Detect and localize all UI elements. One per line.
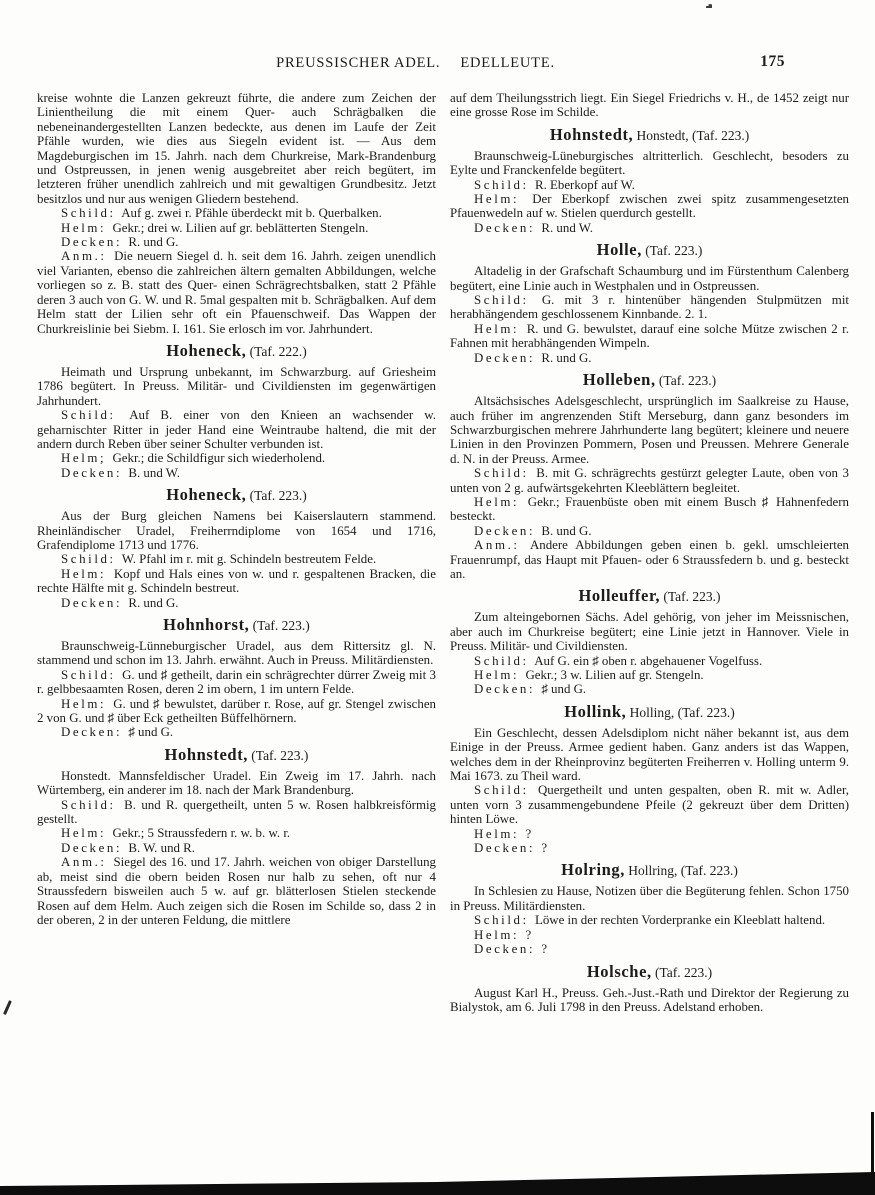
- entry-taf-reference: Hollring, (Taf. 223.): [628, 863, 738, 879]
- paragraph-text: auf dem Theilungsstrich liegt. Ein Siegel Friedrichs v. H., de 1452 zeigt nur eine grosse Rose im Schilde.: [450, 91, 849, 120]
- paragraph-text: ?: [525, 927, 532, 942]
- entry-name: Hohnstedt,: [549, 124, 634, 144]
- paragraph: [450, 913, 849, 927]
- paragraph: [37, 567, 436, 596]
- paragraph: [37, 855, 436, 927]
- heraldic-label: Schild:: [61, 408, 116, 423]
- heraldic-label: Helm:: [61, 826, 107, 841]
- paragraph-text: B. und R. quergetheilt, unten 5 w. Rosen halbkreisförmig gestellt.: [37, 797, 436, 827]
- paragraph-text: B. mit G. schrägrechts gestürzt gelegter Laute, oben von 3 unten von 2 g. aufwärtsgekehrten Kleeblättern begleitet.: [450, 466, 849, 495]
- entry-name: Hoheneck,: [166, 340, 247, 360]
- paragraph: [37, 725, 436, 739]
- margin-ink-mark: [3, 1000, 11, 1015]
- paragraph-text: G. mit 3 r. hintenüber hängenden Stulpmützen mit herabhängendem geschlossenem Kinnbande. 2. 1.: [450, 293, 849, 322]
- paragraph-text: R. und G. bewulstet, darauf eine solche Mütze zwischen 2 r. Fahnen mit herabhängenden Wimpeln.: [450, 321, 849, 351]
- paragraph: [37, 596, 436, 610]
- heraldic-label: Schild:: [474, 783, 529, 798]
- heraldic-label: Helm:: [474, 321, 520, 336]
- page-number: 175: [760, 53, 785, 70]
- paragraph: [450, 610, 849, 653]
- heraldic-label: Schild:: [474, 293, 529, 308]
- left-column: [37, 91, 436, 1014]
- entry-heading: [37, 615, 436, 636]
- heraldic-label: Decken:: [474, 523, 536, 538]
- paragraph-text: Auf B. einer von den Knieen an wachsender w. geharnischter Ritter in jeder Hand eine Weintraube haltend, die mit der andern durch Reben über seiner Schulter verbunden ist.: [37, 408, 436, 451]
- heraldic-label: Helm:: [474, 192, 520, 207]
- paragraph: [450, 293, 849, 322]
- heraldic-label: Helm:: [474, 927, 520, 942]
- entry-taf-reference: (Taf. 223.): [251, 747, 309, 763]
- heraldic-label: Helm;: [61, 451, 107, 466]
- paragraph-text: ?: [541, 942, 548, 957]
- paragraph: [450, 264, 849, 293]
- paragraph: [450, 654, 849, 668]
- paragraph: [37, 668, 436, 697]
- paragraph: [37, 91, 436, 206]
- heraldic-label: Schild:: [61, 667, 116, 682]
- entry-heading: [37, 341, 436, 362]
- paragraph-text: Auf g. zwei r. Pfähle überdeckt mit b. Querbalken.: [121, 206, 382, 221]
- paragraph-text: R. und W.: [541, 220, 593, 235]
- entry-name: Hohnstedt,: [164, 744, 249, 764]
- entry-heading: [450, 240, 849, 261]
- paragraph: [450, 538, 849, 581]
- paragraph-text: August Karl H., Preuss. Geh.-Just.-Rath und Direktor der Regierung zu Bialystok, am 6. Juli 1798 in den Preuss. Adelstand erhoben.: [450, 985, 849, 1014]
- paragraph-text: R. und G.: [128, 595, 179, 610]
- entry-heading: [450, 962, 849, 983]
- paragraph: [37, 509, 436, 552]
- entry-name: Holleuffer,: [578, 586, 661, 606]
- entry-name: Hollink,: [564, 701, 627, 721]
- paragraph-text: G. und ♯ getheilt, darin ein schrägrechter dürrer Zweig mit 3 r. gelbbesaamten Rosen, deren 2 im obern, 1 im untern Felde.: [37, 667, 436, 697]
- paragraph-text: Braunschweig-Lünneburgischer Uradel, aus dem Rittersitz gl. N. stammend und schon im 13. Jahrh. erwähnt. Auch in Preuss. Militärdiensten.: [37, 639, 436, 668]
- paragraph: [37, 841, 436, 855]
- paragraph-text: Altadelig in der Grafschaft Schaumburg und im Fürstenthum Calenberg begütert, eine Linie auch in Westphalen und in Ostpreussen.: [450, 264, 849, 293]
- paragraph-text: ?: [525, 826, 532, 841]
- heraldic-label: Schild:: [474, 466, 529, 481]
- entry-heading: [37, 745, 436, 766]
- entry-taf-reference: Holling, (Taf. 223.): [629, 704, 735, 720]
- text-columns: [37, 91, 849, 1014]
- paragraph: [450, 827, 849, 841]
- heraldic-label: Decken:: [61, 595, 123, 610]
- paragraph-text: In Schlesien zu Hause, Notizen über die Begüterung fehlen. Schon 1750 in Preuss. Militärdiensten.: [450, 884, 849, 913]
- paragraph: [450, 192, 849, 221]
- entry-taf-reference: Honstedt, (Taf. 223.): [636, 127, 750, 143]
- heraldic-label: Anm.:: [474, 538, 520, 553]
- paragraph-text: Kopf und Hals eines von w. und r. gespaltenen Bracken, die rechte Hälfte mit g. Schindeln bestreut.: [37, 566, 436, 596]
- heraldic-label: Schild:: [474, 177, 529, 192]
- paragraph-text: Braunschweig-Lüneburgisches altritterlich. Geschlecht, besoders zu Eylte und Franckenfelde begütert.: [450, 148, 849, 178]
- paragraph: [450, 524, 849, 538]
- paragraph-text: Zum alteingebornen Sächs. Adel gehörig, von jeher im Meissnischen, aber auch im Churkreise begütert; eine Linie jetzt in Hannover. Viele in Preuss. Militär- und Civildiensten.: [450, 610, 849, 654]
- paragraph: [37, 206, 436, 220]
- paragraph: [37, 249, 436, 335]
- heraldic-label: Decken:: [474, 350, 536, 365]
- paragraph-text: B. und W.: [128, 465, 180, 480]
- paragraph: [37, 451, 436, 465]
- paragraph: [450, 928, 849, 942]
- entry-heading: [450, 702, 849, 723]
- paragraph: [450, 149, 849, 178]
- entry-taf-reference: (Taf. 222.): [249, 343, 307, 359]
- paragraph: [37, 408, 436, 451]
- paragraph-text: G. und ♯ bewulstet, darüber r. Rose, auf gr. Stengel zwischen 2 von G. und ♯ über Eck getheilten Büffelhörnern.: [37, 696, 436, 726]
- paragraph: [450, 986, 849, 1015]
- heraldic-label: Helm:: [61, 696, 107, 711]
- paragraph-text: B. W. und R.: [128, 840, 196, 855]
- entry-taf-reference: (Taf. 223.): [645, 243, 703, 259]
- paragraph-text: ♯ und G.: [541, 682, 587, 697]
- entry-taf-reference: (Taf. 223.): [654, 964, 713, 980]
- paragraph-text: W. Pfahl im r. mit g. Schindeln bestreutem Felde.: [121, 552, 377, 567]
- heraldic-label: Decken:: [474, 942, 536, 957]
- heraldic-label: Decken:: [474, 682, 536, 697]
- heraldic-label: Schild:: [61, 206, 116, 221]
- paragraph-text: Heimath und Ursprung unbekannt, im Schwarzburg. auf Griesheim 1786 begütert. In Preuss. Militär- und Civildiensten im gegenwärtigen Jahrhundert.: [37, 364, 436, 408]
- paragraph: [450, 466, 849, 495]
- paragraph-text: ?: [541, 841, 548, 856]
- heraldic-label: Schild:: [474, 653, 529, 668]
- heraldic-label: Decken:: [61, 840, 123, 855]
- heraldic-label: Helm:: [474, 668, 520, 682]
- entry-heading: [450, 860, 849, 881]
- heraldic-label: Anm.:: [61, 249, 107, 264]
- paragraph-text: Der Eberkopf zwischen zwei spitz zusammengesetzten Pfauenwedeln auf w. Stielen querdurch gestellt.: [450, 192, 849, 221]
- running-head-right: EDELLEUTE.: [460, 55, 555, 71]
- paragraph-text: R. Eberkopf auf W.: [534, 177, 635, 192]
- heraldic-label: Helm:: [61, 566, 107, 581]
- paragraph-text: Andere Abbildungen geben einen b. gekl. umschleierten Frauenrumpf, das Haupt mit Pfauen- oder 6 Straussfedern b. und g. besteckt an.: [450, 538, 849, 581]
- paragraph: [450, 841, 849, 855]
- entry-name: Hohnhorst,: [163, 615, 250, 634]
- heraldic-label: Decken:: [61, 235, 123, 250]
- paragraph: [37, 552, 436, 566]
- paragraph: [450, 394, 849, 466]
- entry-name: Holsche,: [586, 961, 652, 981]
- entry-taf-reference: (Taf. 223.): [252, 618, 310, 633]
- entry-heading: [450, 125, 849, 146]
- paragraph: [450, 351, 849, 365]
- entry-heading: [450, 586, 849, 607]
- paragraph: [450, 178, 849, 192]
- paragraph-text: Gekr.; 3 w. Lilien auf gr. Stengeln.: [525, 668, 704, 682]
- paragraph: [37, 221, 436, 235]
- entry-taf-reference: (Taf. 223.): [249, 488, 307, 504]
- paragraph-text: Ein Geschlecht, dessen Adelsdiplom nicht näher bekannt ist, aus dem Einige in der Preuss. Armee gedient haben. Ganz anders ist das Wappen, welches dem in der Rheinprovinz begüterten Freiherren v. Holling unterm 9. Mai 1673. zu Theil ward.: [450, 725, 849, 784]
- paragraph-text: Aus der Burg gleichen Namens bei Kaiserslautern stammend. Rheinländischer Uradel, Freiherrndiplome von 1654 und 1716, Grafendiplome 1713 und 1776.: [37, 509, 436, 552]
- entry-name: Holle,: [596, 240, 642, 260]
- paragraph-text: R. und G.: [541, 350, 592, 365]
- paragraph-text: Die neuern Siegel d. h. seit dem 16. Jahrh. zeigen unendlich viel Varianten, ebenso die zahlreichen ältern gemalten Abbildungen, welche vorliegen so z. B. statt des Quer- einen Schrägrechtsbalken, statt 2 Pfähle deren 3 auch von G. W. und R. 5mal gespalten mit b. Schrägbalken. Auf dem Helm statt der Lilien sehr oft ein Pfauenschweif. Das Wappen der Churkreislinie bei Siebm. I. 161. Sie erlosch im vor. Jahrhundert.: [37, 249, 436, 336]
- paragraph-text: Quergetheilt und unten gespalten, oben R. mit w. Adler, unten vorn 3 zusammengebundene Pfeile (2 gekreuzt über dem Dritten) hinten Löwe.: [450, 783, 849, 827]
- paragraph-text: Auf G. ein ♯ oben r. abgehauener Vogelfuss.: [534, 653, 763, 668]
- paragraph: [37, 235, 436, 249]
- paragraph: [37, 826, 436, 840]
- heraldic-label: Schild:: [61, 552, 116, 567]
- heraldic-label: Schild:: [61, 797, 116, 812]
- heraldic-label: Decken:: [61, 725, 123, 740]
- paragraph: [450, 668, 849, 682]
- paragraph-text: Gekr.; die Schildfigur sich wiederholend.: [112, 451, 326, 466]
- paragraph: [37, 639, 436, 668]
- paragraph-text: Gekr.; drei w. Lilien auf gr. beblätterten Stengeln.: [112, 220, 369, 235]
- entry-name: Holleben,: [582, 370, 656, 390]
- paragraph-text: B. und G.: [541, 523, 592, 538]
- paragraph: [37, 466, 436, 480]
- paragraph: [450, 942, 849, 956]
- paragraph-text: ♯ und G.: [128, 725, 174, 740]
- paragraph: [450, 726, 849, 784]
- paragraph-text: kreise wohnte die Lanzen gekreuzt führte, die andere zum Zeichen der Linientheilung die mit einem Quer- auch Schrägbalken die nebeneinandergestellten Lanzen bedeckte, aus denen im Laufe der Zeit Pfähle wurden, wie dies aus Siegeln evident ist. — Aus dem Magdeburgischen im 15. Jahrh. nach dem Churkreise, Mark-Brandenburg und Ostpreussen, in jenen wenig ausgebreitet aber reich begütert, im letzteren früher unendlich zahlreich und mit gewaltigen Grundbesitz. Jetzt besitzlos und nur aus wenigen Gliedern bestehend.: [37, 91, 436, 206]
- running-head: [0, 55, 853, 72]
- heraldic-label: Schild:: [474, 913, 529, 928]
- entry-name: Holring,: [561, 860, 626, 880]
- entry-name: Hoheneck,: [166, 485, 247, 505]
- paragraph-text: Siegel des 16. und 17. Jahrh. weichen von obiger Darstellung ab, meist sind die obern beiden Rosen nur halb zu sehen, oft nur 4 Straussfedern bisweilen auch 5 w. auf gr. blätterlosen Stielen steckende Rosen auf dem Helm. Auch zeigen sich die Rosen im Schilde so, dass 2 in der oberen, 2 in der unteren Feldung, die mittlere: [37, 855, 436, 927]
- paragraph-text: Altsächsisches Adelsgeschlecht, ursprünglich im Saalkreise zu Hause, auch früher im angrenzenden Stift Merseburg, dann ganz besonders im Schwarzburgischen mehrere Jahrhunderte lang begütert; kleinere und neuere Linien in den Provinzen Pommern, Posen und Preussen. Mehrere Generale d. N. in der Preuss. Armee.: [450, 394, 849, 466]
- paragraph: [450, 884, 849, 913]
- paragraph: [37, 697, 436, 726]
- paragraph-text: Gekr.; Frauenbüste oben mit einem Busch ♯ Hahnenfedern besteckt.: [450, 494, 849, 524]
- paragraph: [450, 495, 849, 524]
- paragraph: [450, 682, 849, 696]
- paragraph: [450, 322, 849, 351]
- heraldic-label: Helm:: [61, 220, 107, 235]
- entry-heading: [450, 370, 849, 391]
- heraldic-label: Decken:: [474, 841, 536, 856]
- paragraph: [450, 783, 849, 826]
- paragraph: [450, 221, 849, 235]
- paragraph-text: Honstedt. Mannsfeldischer Uradel. Ein Zweig im 17. Jahrh. nach Würtemberg, ein anderer im 18. nach der Mark Brandenburg.: [37, 768, 436, 798]
- heraldic-label: Decken:: [474, 220, 536, 235]
- entry-taf-reference: (Taf. 223.): [663, 589, 721, 605]
- right-column: [450, 91, 849, 1014]
- scan-speck: [706, 4, 712, 8]
- heraldic-label: Decken:: [61, 465, 123, 480]
- paragraph: [37, 798, 436, 827]
- paragraph-text: Löwe in der rechten Vorderpranke ein Kleeblatt haltend.: [534, 913, 826, 928]
- paragraph: [450, 91, 849, 120]
- running-head-left: PREUSSISCHER ADEL.: [276, 55, 441, 71]
- entry-heading: [37, 485, 436, 506]
- paragraph: [37, 365, 436, 408]
- heraldic-label: Anm.:: [61, 855, 107, 870]
- entry-taf-reference: (Taf. 223.): [658, 373, 717, 389]
- paragraph-text: R. und G.: [128, 235, 179, 250]
- paragraph: [37, 769, 436, 798]
- heraldic-label: Helm:: [474, 494, 520, 509]
- scan-bottom-edge: [0, 1155, 875, 1195]
- paragraph-text: Gekr.; 5 Straussfedern r. w. b. w. r.: [112, 826, 291, 841]
- heraldic-label: Helm:: [474, 826, 520, 841]
